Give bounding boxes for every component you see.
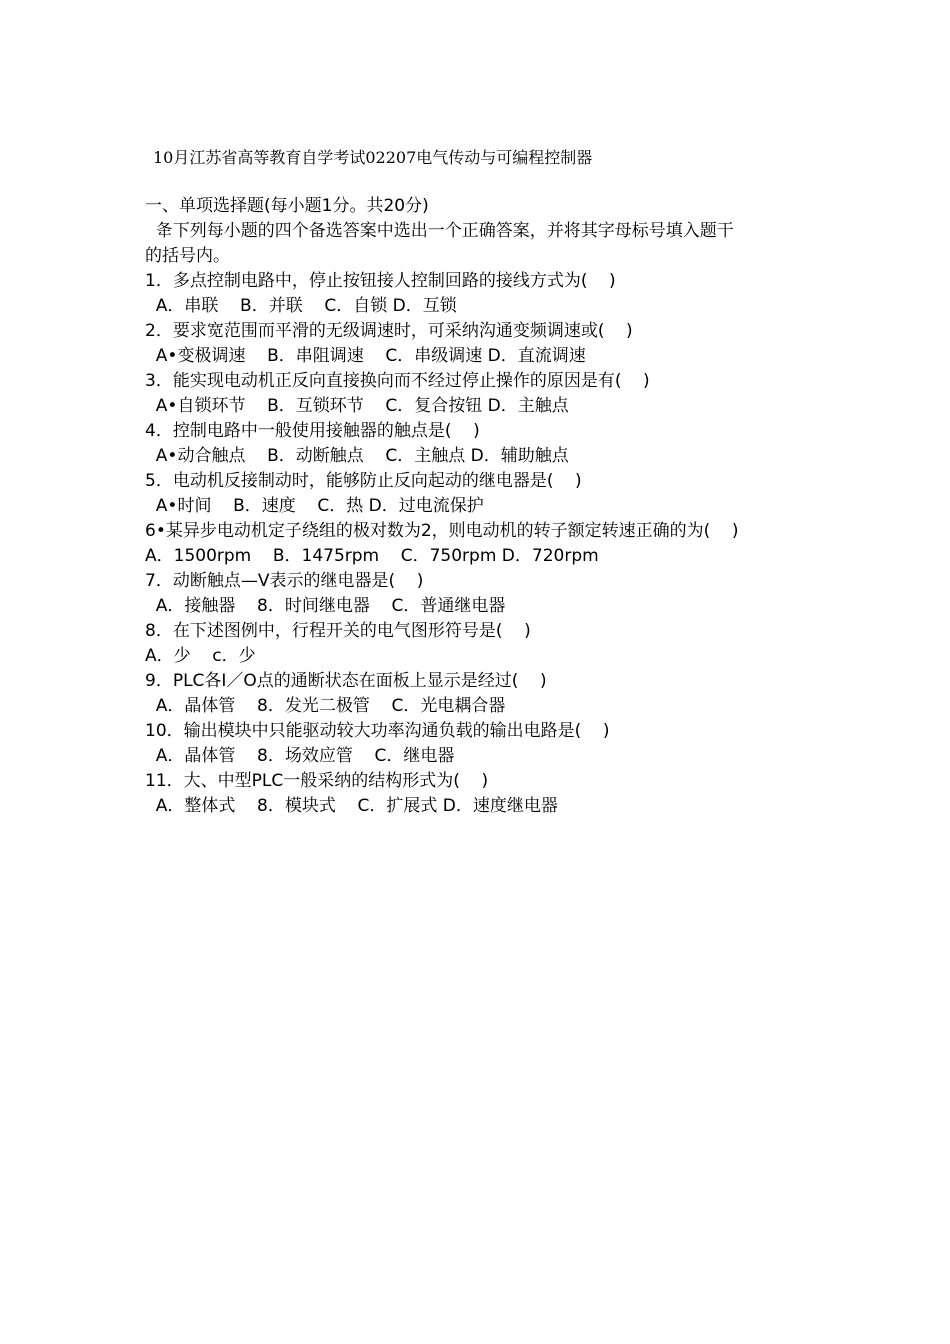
question-options: A．1500rpm B．1475rpm C．750rpm D．720rpm (145, 546, 599, 566)
question-8 (145, 619, 825, 669)
question-text: 2．要求宽范围而平滑的无级调速时，可采纳沟通变频调速或( ) (145, 321, 633, 341)
question-text: 7．动断触点—V表示的继电器是( ) (145, 571, 424, 591)
question-options: A•自锁环节 B．互锁环节 C．复合按钮 D．主触点 (145, 396, 569, 416)
question-11 (145, 769, 825, 819)
question-options: A．串联 B．并联 C．自锁 D．互锁 (145, 296, 457, 316)
question-10 (145, 719, 825, 769)
question-options: A．整体式 8．模块式 C．扩展式 D．速度继电器 (145, 796, 558, 816)
document-title: 10月江苏省高等教育自学考试02207电气传动与可编程控制器 (153, 148, 593, 167)
question-options: A．晶体管 8．发光二极管 C．光电耦合器 (145, 696, 506, 716)
question-4 (145, 419, 825, 469)
question-9 (145, 669, 825, 719)
instruction-line-1: 夅下列每小题的四个备选答案中选出一个正确答案，并将其字母标号填入题干 (145, 221, 734, 241)
question-text: 10．输出模块中只能驱动较大功率沟通负载的输出电路是( ) (145, 721, 610, 741)
instruction-line-2: 的括号内。 (145, 246, 230, 266)
section-heading: 一、单项选择题(每小题1分。共20分) (145, 196, 429, 216)
question-2 (145, 319, 825, 369)
question-options: A•动合触点 B．动断触点 C．主触点 D．辅助触点 (145, 446, 569, 466)
question-7 (145, 569, 825, 619)
question-text: 8．在下述图例中，行程开关的电气图形符号是( ) (145, 621, 531, 641)
question-options: A．晶体管 8．场效应管 C．继电器 (145, 746, 455, 766)
question-text: 11．大、中型PLC一般采纳的结构形式为( ) (145, 771, 489, 791)
question-options: A•变极调速 B．串阻调速 C．串级调速 D．直流调速 (145, 346, 586, 366)
question-6 (145, 519, 825, 569)
question-text: 3．能实现电动机正反向直接换向而不经过停止操作的原因是有( ) (145, 371, 650, 391)
question-text: 6•某异步电动机定子绕组的极对数为2，则电动机的转子额定转速正确的为( ) (145, 521, 739, 541)
question-text: 4．控制电路中一般使用接触器的触点是( ) (145, 421, 480, 441)
question-options: A．接触器 8．时间继电器 C．普通继电器 (145, 596, 506, 616)
question-text: 5．电动机反接制动时，能够防止反向起动的继电器是( ) (145, 471, 582, 491)
question-3 (145, 369, 825, 419)
question-1 (145, 269, 825, 319)
question-options: A．少 c．少 (145, 646, 256, 666)
document-body (145, 194, 825, 819)
question-options: A•时间 B．速度 C．热 D．过电流保护 (145, 496, 484, 516)
question-5 (145, 469, 825, 519)
question-text: 1．多点控制电路中，停止按钮接人控制回路的接线方式为( ) (145, 271, 616, 291)
question-text: 9．PLC各I／O点的通断状态在面板上显示是经过( ) (145, 671, 547, 691)
